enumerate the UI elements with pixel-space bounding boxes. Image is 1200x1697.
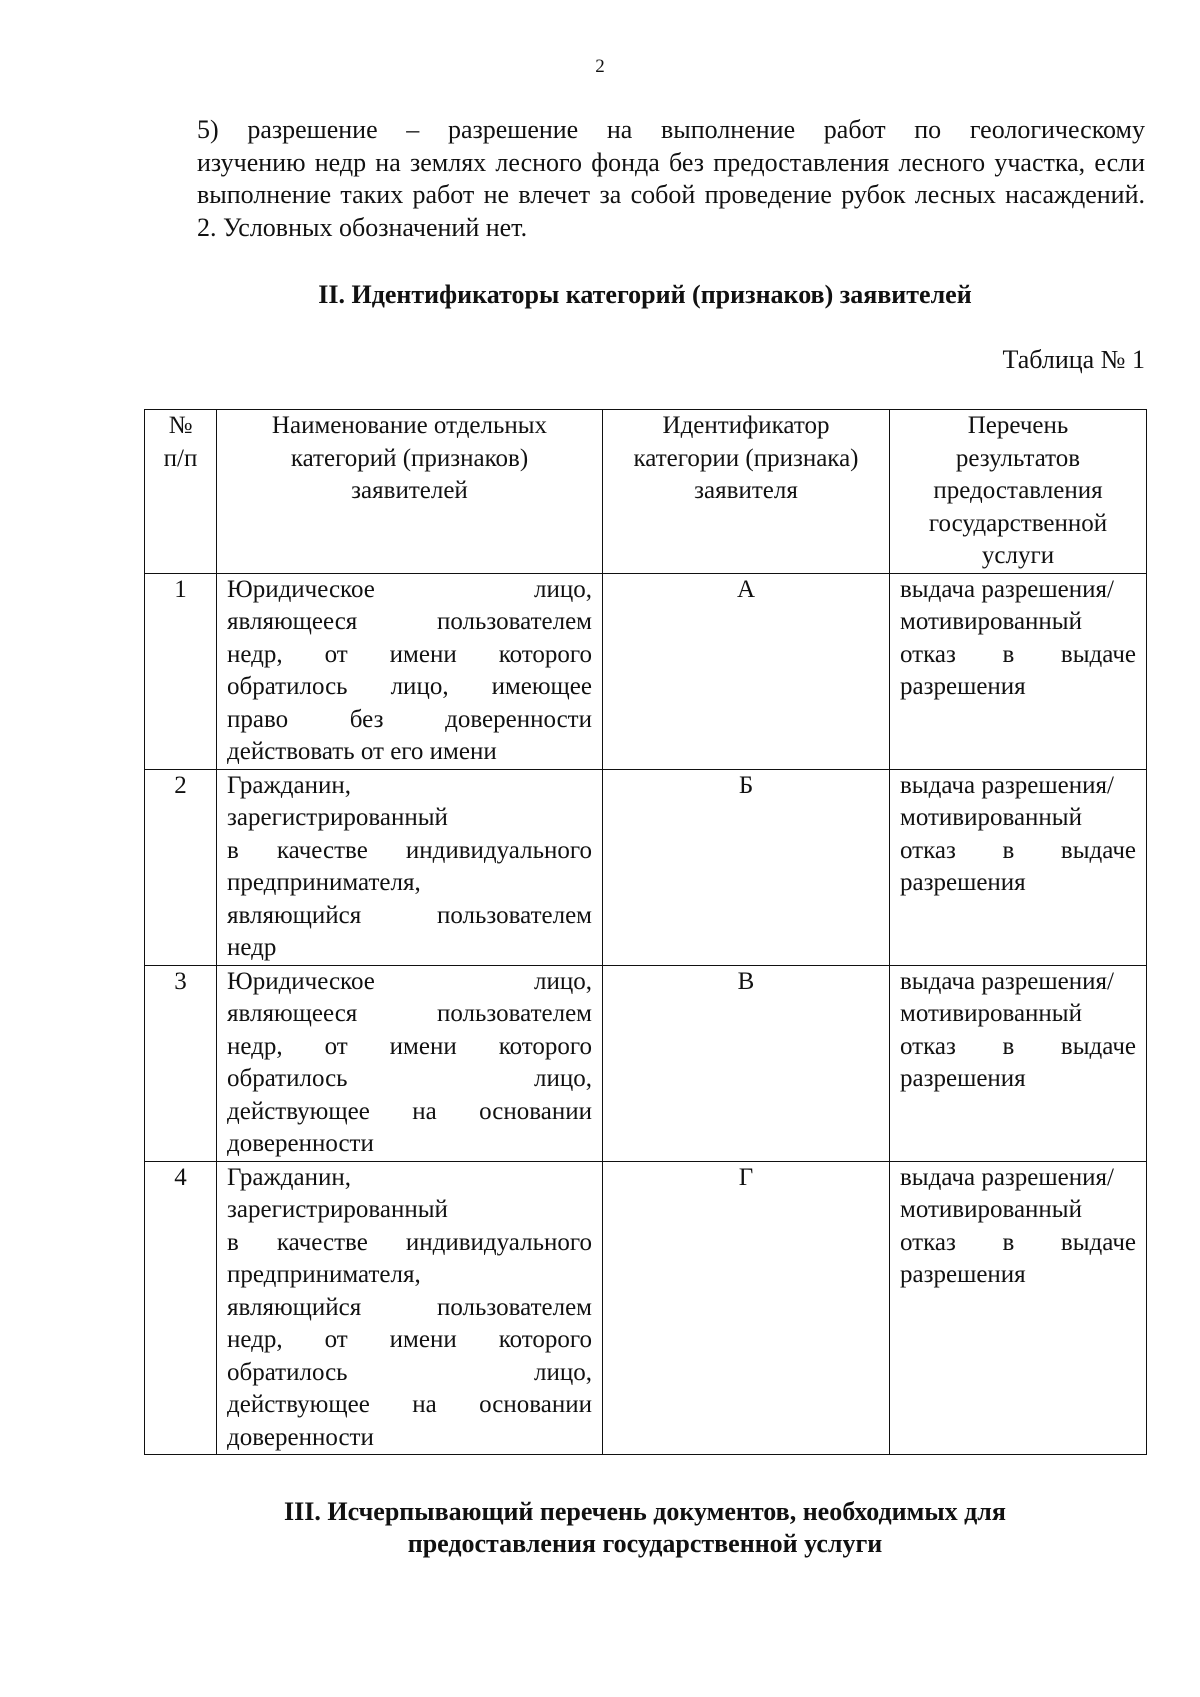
section-3-title-line: III. Исчерпывающий перечень документов, необходимых для [284,1497,1006,1526]
table-caption: Таблица № 1 [1002,345,1145,374]
paragraph-no-symbols: 2. Условных обозначений нет. [197,213,528,242]
category-name: Гражданин, зарегистрированный в качестве индивидуального предпринимателя, являющийся пользователем недр [217,769,603,965]
section-3-title [145,1496,1145,1560]
category-identifier: Г [603,1161,890,1455]
table-row [145,965,1147,1161]
category-identifier: В [603,965,890,1161]
page-number: 2 [595,56,605,77]
table-row [145,769,1147,965]
category-name: Гражданин, зарегистрированный в качестве индивидуального предпринимателя, являющийся пользователем недр, от имени которого обратилось лицо, действующее на основании доверенности [217,1161,603,1455]
table-header-row [145,410,1147,574]
paragraph-line: изучению недр на землях лесного фонда без предоставления лесного участка, если [197,147,1145,177]
service-result: выдача разрешения/ мотивированный отказ в выдаче разрешения [890,573,1147,769]
category-name: Юридическое лицо, являющееся пользователем недр, от имени которого обратилось лицо, имеющее право без доверенности действовать от его имени [217,573,603,769]
paragraph-line: выполнение таких работ не влечет за собой проведение рубок лесных насаждений. [197,180,1145,209]
row-number: 2 [145,769,217,965]
category-name: Юридическое лицо, являющееся пользователем недр, от имени которого обратилось лицо, действующее на основании доверенности [217,965,603,1161]
header-result: Перечень результатов предоставления государственной услуги [890,410,1147,574]
header-id: Идентификатор категории (признака) заявителя [603,410,890,574]
table-row [145,1161,1147,1455]
table-row [145,573,1147,769]
row-number: 4 [145,1161,217,1455]
category-identifier: Б [603,769,890,965]
applicant-categories-table [144,409,1147,1455]
service-result: выдача разрешения/ мотивированный отказ в выдаче разрешения [890,1161,1147,1455]
paragraph-definition-5 [145,114,1145,212]
header-name: Наименование отдельных категорий (признаков) заявителей [217,410,603,574]
section-2-title: II. Идентификаторы категорий (признаков) заявителей [318,280,972,309]
service-result: выдача разрешения/ мотивированный отказ в выдаче разрешения [890,769,1147,965]
row-number: 1 [145,573,217,769]
category-identifier: А [603,573,890,769]
section-3-title-line: предоставления государственной услуги [407,1529,883,1558]
service-result: выдача разрешения/ мотивированный отказ в выдаче разрешения [890,965,1147,1161]
paragraph-line: 5) разрешение – разрешение на выполнение работ по геологическому [197,115,1145,144]
header-num: № п/п [145,410,217,574]
row-number: 3 [145,965,217,1161]
